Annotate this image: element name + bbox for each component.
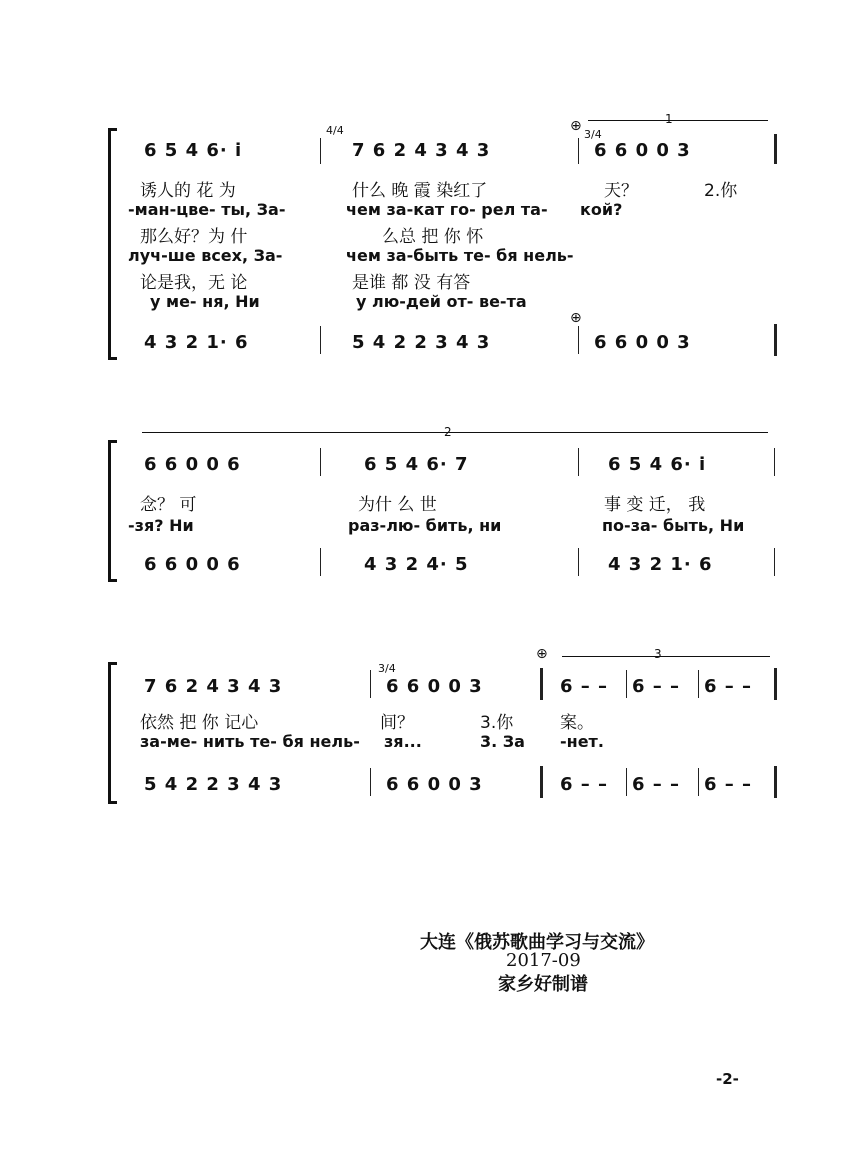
lyric-cn-s2b: 为什 么 世 [358,495,437,515]
system3-bottom-measure4: 6 – – [632,774,681,795]
volta-1-line [588,120,768,121]
footer-credit: 家乡好制谱 [498,974,588,995]
repeat-barline [774,324,777,356]
barline [578,138,579,164]
system1-bottom-measure3: 6 6 0 0 3 [594,332,691,353]
barline [698,768,699,796]
volta-2-line [142,432,768,433]
lyric-cn-1d: 2.你 [704,181,738,201]
system3-bottom-measure2: 6 6 0 0 3 [386,774,483,795]
barline [626,768,627,796]
lyric-ru-s2b: раз-лю- бить, ни [348,516,502,535]
volta-1-number: 1 [665,112,673,126]
volta-3-number: 3 [654,647,662,661]
barline [370,768,371,796]
lyric-ru-s2c: по-за- быть, Ни [602,516,745,535]
lyric-ru-s3a: за-ме- нить те- бя нель- [140,732,360,751]
lyric-ru-2b: чем за-быть те- бя нель- [346,246,574,265]
system2-top-measure1: 6 6 0 0 6 [144,454,241,475]
system2-top-measure3: 6 5 4 6· i̇ [608,454,707,475]
lyric-ru-1c: кой? [580,200,623,219]
system3-top-measure1: 7 6 2 4 3 4 3 [144,676,283,697]
system3-top-measure4: 6 – – [632,676,681,697]
barline [774,448,775,476]
barline [698,670,699,698]
barline [320,448,321,476]
lyric-cn-2b: 么总 把 你 怀 [382,227,484,247]
barline [578,548,579,576]
lyric-ru-s3b: зя... [384,732,422,751]
page-number: -2- [716,1070,739,1088]
system3-timesig-34: 3/4 [378,662,396,675]
repeat-barline [540,766,543,798]
system1-top-measure1: 6 5 4 6· i̇ [144,140,243,161]
system3-bottom-measure1: 5 4 2 2 3 4 3 [144,774,283,795]
footer-source: 大连《俄苏歌曲学习与交流》 [420,932,654,953]
barline [370,670,371,698]
system2-bottom-measure3: 4 3 2 1· 6 [608,554,713,575]
lyric-ru-s2a: -зя? Ни [128,516,194,535]
footer-date: 2017-09 [506,950,581,971]
lyric-ru-s3c: 3. За [480,732,525,751]
lyric-ru-3a: у ме- ня, Ни [150,292,260,311]
coda-sign: ⊕ [570,118,582,134]
lyric-cn-s3b: 间？ [380,713,414,733]
lyric-ru-3b: у лю-дей от- ве-та [356,292,527,311]
final-barline [774,668,777,700]
system1-timesig-34: 3/4 [584,128,602,141]
system2-top-measure2: 6 5 4 6· 7 [364,454,469,475]
repeat-barline [540,668,543,700]
system3-top-measure5: 6 – – [704,676,753,697]
lyric-cn-s2a: 念？ 可 [140,495,197,515]
system1-brace [108,128,117,360]
lyric-ru-1a: -ман-цве- ты, За- [128,200,286,219]
lyric-cn-s2c: 事 变 迁， 我 [604,495,706,515]
barline [578,326,579,354]
lyric-cn-1a: 诱人的 花 为 [140,181,236,201]
barline [320,138,321,164]
lyric-cn-2a: 那么好？为 什 [140,227,248,247]
barline [578,448,579,476]
lyric-ru-1b: чем за-кат го- рел та- [346,200,548,219]
system1-bottom-measure2: 5 4 2 2 3 4 3 [352,332,491,353]
system3-bottom-measure5: 6 – – [704,774,753,795]
coda-sign: ⊕ [536,646,548,662]
lyric-cn-3b: 是谁 都 没 有答 [352,273,471,293]
system3-top-measure3: 6 – – [560,676,609,697]
system1-bottom-measure1: 4 3 2 1· 6 [144,332,249,353]
system3-brace [108,662,117,804]
lyric-cn-s3c: 3.你 [480,713,514,733]
system3-bottom-measure3: 6 – – [560,774,609,795]
system2-brace [108,440,117,582]
lyric-ru-s3d: -нет. [560,732,604,751]
final-barline [774,766,777,798]
lyric-cn-3a: 论是我，无 论 [140,273,248,293]
lyric-cn-s3d: 案。 [560,713,594,733]
volta-2-number: 2 [444,425,452,439]
system1-top-measure3: 6 6 0 0 3 [594,140,691,161]
barline [774,548,775,576]
system1-top-measure2: 7 6 2 4 3 4 3 [352,140,491,161]
system1-timesig-44: 4/4 [326,124,344,137]
system2-bottom-measure2: 4 3 2 4· 5 [364,554,469,575]
lyric-cn-s3a: 依然 把 你 记心 [140,713,259,733]
system3-top-measure2: 6 6 0 0 3 [386,676,483,697]
lyric-cn-1c: 天？ [604,181,638,201]
system2-bottom-measure1: 6 6 0 0 6 [144,554,241,575]
lyric-cn-1b: 什么 晚 霞 染红了 [352,181,488,201]
barline [320,548,321,576]
barline [320,326,321,354]
lyric-ru-2a: луч-ше всех, За- [128,246,283,265]
coda-sign: ⊕ [570,310,582,326]
volta-3-line [562,656,770,657]
barline [626,670,627,698]
repeat-barline [774,134,777,164]
